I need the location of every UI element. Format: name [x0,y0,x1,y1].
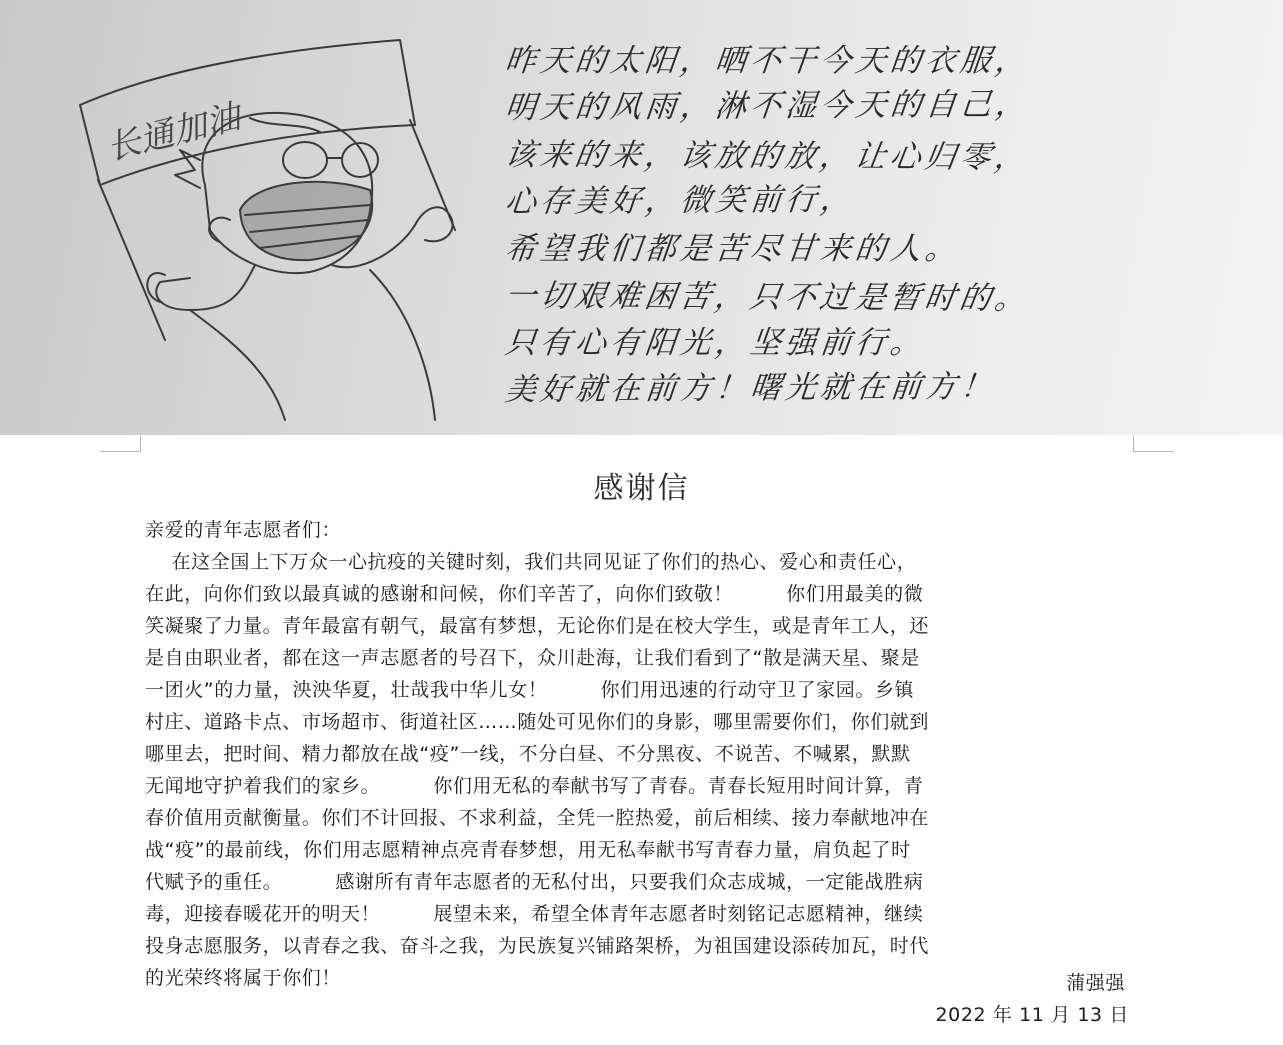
page-corner-mark [100,435,141,452]
letter-line: 笑凝聚了力量。青年最富有朝气，最富有梦想，无论你们是在校大学生，或是青年工人，还 [145,615,930,637]
handwritten-line: 昨天的太阳，晒不干今天的衣服， [503,43,1032,79]
letter-title: 感谢信 [593,471,690,506]
letter-line: 无闻地守护着我们的家乡。 你们用无私的奉献书写了青春。青春长短用时间计算，青 [145,775,924,797]
letter-greeting: 亲爱的青年志愿者们： [145,519,342,541]
letter-line: 一团火”的力量，泱泱华夏，壮哉我中华儿女！ 你们用迅速的行动守卫了家园。乡镇 [145,679,915,701]
letter-line: 是自由职业者，都在这一声志愿者的号召下，众川赴海，让我们看到了“散是满天星、聚是 [145,647,920,669]
letter-line: 毒，迎接春暖花开的明天！ 展望未来，希望全体青年志愿者时刻铭记志愿精神，继续 [145,903,924,925]
volunteer-sketch [70,10,490,430]
letter-date: 2022 年 11 月 13 日 [935,1004,1129,1026]
letter-line: 村庄、道路卡点、市场超市、街道社区……随处可见你们的身影，哪里需要你们，你们就到 [145,711,930,733]
letter-line: 在此，向你们致以最真诚的感谢和问候，你们辛苦了，向你们致敬！ 你们用最美的微 [145,583,924,605]
handwritten-line: 希望我们都是苦尽甘来的人。 [503,231,962,267]
letter-line: 在这全国上下万众一心抗疫的关键时刻，我们共同见证了你们的热心、爱心和责任心， [145,551,917,573]
handwritten-line: 一切艰难困苦，只不过是暂时的。 [502,278,1033,317]
letter-line: 投身志愿服务，以青春之我、奋斗之我，为民族复兴铺路架桥，为祖国建设添砖加瓦，时代 [145,935,930,957]
banner-text: 长通加油 [102,97,245,169]
handwritten-line: 明天的风雨，淋不湿今天的自己， [503,86,1033,126]
letter-document [0,435,1283,1045]
letter-signature: 蒲强强 [1066,972,1125,994]
page-corner-mark [1133,435,1174,452]
handwritten-line: 美好就在前方！曙光就在前方！ [503,368,998,408]
handwritten-line: 该来的来，该放的放，让心归零， [502,137,1033,176]
letter-line: 春价值用贡献衡量。你们不计回报、不求利益，全凭一腔热爱，前后相续、接力奉献地冲在 [145,807,930,829]
handwritten-poem [502,38,1265,414]
handwritten-photo [0,0,1283,435]
handwritten-line: 心存美好，微笑前行， [503,181,858,220]
letter-body [145,546,929,994]
handwritten-line: 只有心有阳光，坚强前行。 [503,325,927,361]
letter-line: 的光荣终将属于你们！ [145,967,342,989]
letter-line: 代赋予的重任。 感谢所有青年志愿者的无私付出，只要我们众志成城，一定能战胜病 [145,871,924,893]
letter-line: 战“疫”的最前线，你们用志愿精神点亮青春梦想，用无私奉献书写青春力量，肩负起了时 [145,839,911,861]
letter-line: 哪里去，把时间、精力都放在战“疫”一线，不分白昼、不分黑夜、不说苦、不喊累，默默 [145,743,911,765]
